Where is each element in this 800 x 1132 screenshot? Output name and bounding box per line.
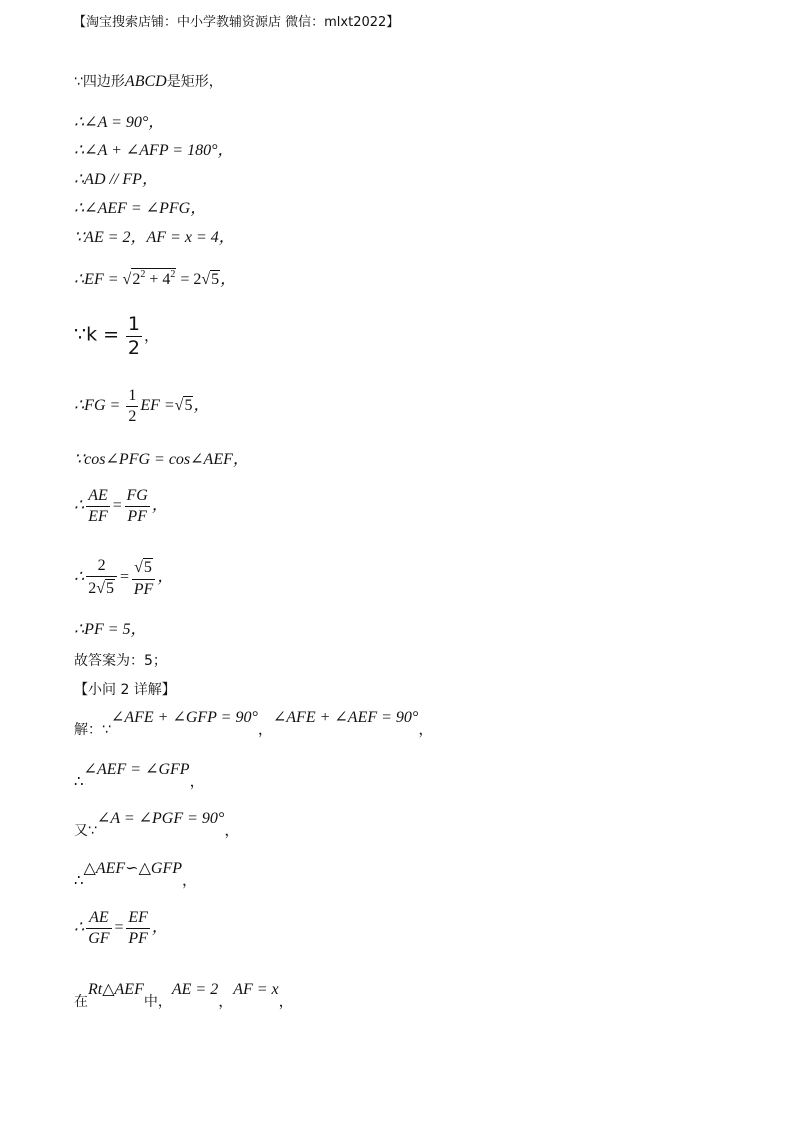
- line-angle-equal: ∴∠AEF = ∠PFG，: [74, 200, 207, 217]
- line-ratio-2: ∴ $\frac{2}{2√5}$ = $\frac{√5}{PF}$ ，: [74, 557, 174, 598]
- line-pf-result: ∴PF = 5，: [74, 621, 147, 638]
- line-ratio-3: ∴ $\frac{AE}{GF}$ = $\frac{EF}{PF}$ ，: [74, 909, 168, 947]
- line-answer: 故答案为：5；: [74, 653, 167, 669]
- line-solution-start: 解：∵∠AFE + ∠GFP = 90°，∠AFE + ∠AEF = 90°，: [74, 709, 434, 738]
- sqrt-sign: √: [122, 271, 132, 288]
- section-heading: 【小问 2 详解】: [74, 682, 176, 698]
- line-cos: ∵cos∠PFG = cos∠AEF，: [74, 451, 249, 468]
- line-angle-a: ∴∠A = 90°，: [74, 114, 165, 131]
- line-rt-triangle: 在Rt△AEF中，AE = 2，AF = x，: [74, 981, 294, 1010]
- line-angle-equal-2: ∴∠AEF = ∠GFP，: [74, 761, 205, 790]
- line-ratio-1: ∴ $\frac{AE}{EF}$ = $\frac{FG}{PF}$ ，: [74, 487, 168, 525]
- line-fg-length: ∴FG = $\frac{1}{2}$ EF =√5，: [74, 387, 210, 425]
- line-k-value: ∵k = $\frac{1}{2}$ ，: [74, 313, 159, 359]
- line-angle-sum: ∴∠A + ∠AFP = 180°，: [74, 142, 234, 159]
- line-right-angles: 又∵∠A = ∠PGF = 90°，: [74, 810, 240, 839]
- page-header: 【淘宝搜索店铺：中小学教辅资源店 微信：mlxt2022】: [73, 15, 400, 30]
- line-parallel: ∴AD // FP，: [74, 171, 158, 188]
- line-rectangle: ∵四边形ABCD是矩形，: [74, 73, 223, 90]
- line-ef-length: ∴EF = $√2^2 + 4^2 = 2√5$，: [74, 269, 237, 288]
- line-similar: ∴△AEF∽△GFP，: [74, 860, 197, 889]
- line-given: ∵AE = 2，AF = x = 4，: [74, 229, 235, 246]
